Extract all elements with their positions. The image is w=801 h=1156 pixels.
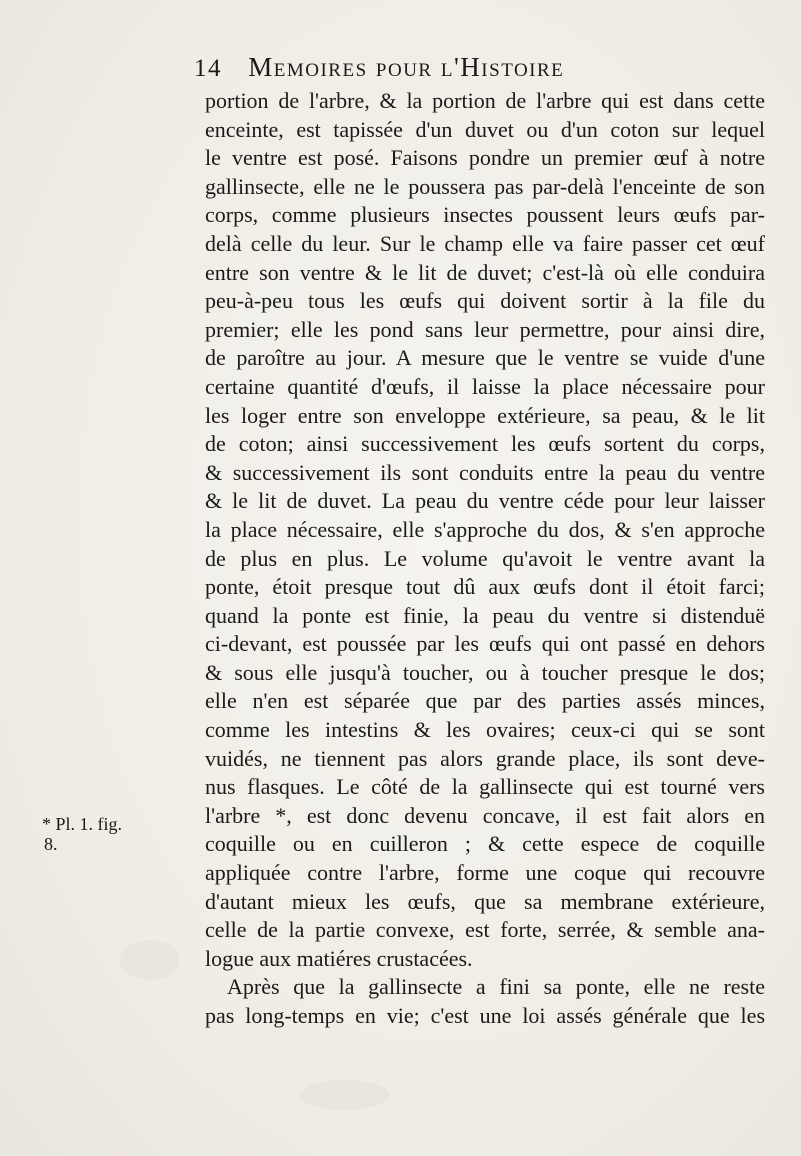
text-line: vuidés, ne tiennent pas alors grande place, ils sont deve- <box>205 745 765 771</box>
text-line: la place nécessaire, elle s'approche du dos, & s'en approche <box>205 516 765 542</box>
page-number: 14 <box>194 55 222 82</box>
text-line: entre son ventre & le lit de duvet; c'est-là où elle conduira <box>205 259 765 285</box>
text-line: portion de l'arbre, & la portion de l'arbre qui est dans cette <box>205 88 765 113</box>
text-line: comme les intestins & les ovaires; ceux-ci qui se sont <box>205 717 765 743</box>
text-line: premier; elle les pond sans leur permettre, pour ainsi dire, <box>205 316 765 342</box>
text-line: pas long-temps en vie; c'est une loi assés générale que les <box>205 1003 765 1028</box>
text-line: le ventre est posé. Faisons pondre un premier œuf à notre <box>205 145 765 171</box>
text-line: & sous elle jusqu'à toucher, ou à toucher presque le dos; <box>205 659 765 685</box>
text-line: gallinsecte, elle ne le poussera pas par-delà l'enceinte de son <box>205 173 765 199</box>
text-line: peu-à-peu tous les œufs qui doivent sortir à la file du <box>205 288 765 314</box>
text-line: elle n'en est séparée que par des parties assés minces, <box>205 688 765 714</box>
text-line: quand la ponte est finie, la peau du ventre si distenduë <box>205 602 765 628</box>
text-line: les loger entre son enveloppe extérieure, sa peau, & le lit <box>205 402 765 428</box>
paper-stain <box>300 1080 390 1110</box>
figure-reference: * Pl. 1. fig. <box>42 814 123 834</box>
running-title: Memoires pour l'Histoire <box>248 52 565 82</box>
text-line: de coton; ainsi successivement les œufs sortent du corps, <box>205 431 765 457</box>
text-line: & successivement ils sont conduits entre la peau du ventre <box>205 459 765 485</box>
text-line: corps, comme plusieurs insectes poussent leurs œufs par- <box>205 202 765 228</box>
margin-note <box>42 814 122 854</box>
text-line: celle de la partie convexe, est forte, serrée, & semble ana- <box>205 917 765 943</box>
text-line: enceinte, est tapissée d'un duvet ou d'un coton sur lequel <box>205 116 765 142</box>
text-line: logue aux matiéres crustacées. <box>205 945 473 971</box>
text-line: appliquée contre l'arbre, forme une coque qui recouvre <box>205 860 765 886</box>
running-header <box>194 52 754 86</box>
text-line: ci-devant, est poussée par les œufs qui ont passé en dehors <box>205 631 765 657</box>
text-line: delà celle du leur. Sur le champ elle va faire passer cet œuf <box>205 230 765 256</box>
body-text <box>205 87 765 1031</box>
text-line: ponte, étoit presque tout dû aux œufs dont il étoit farci; <box>205 574 765 600</box>
text-line: l'arbre *, est donc devenu concave, il est fait alors en <box>205 802 765 828</box>
text-line: nus flasques. Le côté de la gallinsecte qui est tourné vers <box>205 774 765 800</box>
text-line: coquille ou en cuilleron ; & cette espece de coquille <box>205 831 765 857</box>
text-line: Après que la gallinsecte a fini sa ponte, elle ne reste <box>227 974 765 1000</box>
text-line: d'autant mieux les œufs, que sa membrane extérieure, <box>205 888 765 914</box>
text-line: certaine quantité d'œufs, il laisse la place nécessaire pour <box>205 373 765 399</box>
text-line: de plus en plus. Le volume qu'avoit le ventre avant la <box>205 545 765 571</box>
text-line: & le lit de duvet. La peau du ventre céde pour leur laisser <box>205 488 765 514</box>
paper-stain <box>120 940 180 980</box>
text-line: de paroître au jour. A mesure que le ventre se vuide d'une <box>205 345 765 371</box>
figure-number: 8. <box>44 834 58 854</box>
